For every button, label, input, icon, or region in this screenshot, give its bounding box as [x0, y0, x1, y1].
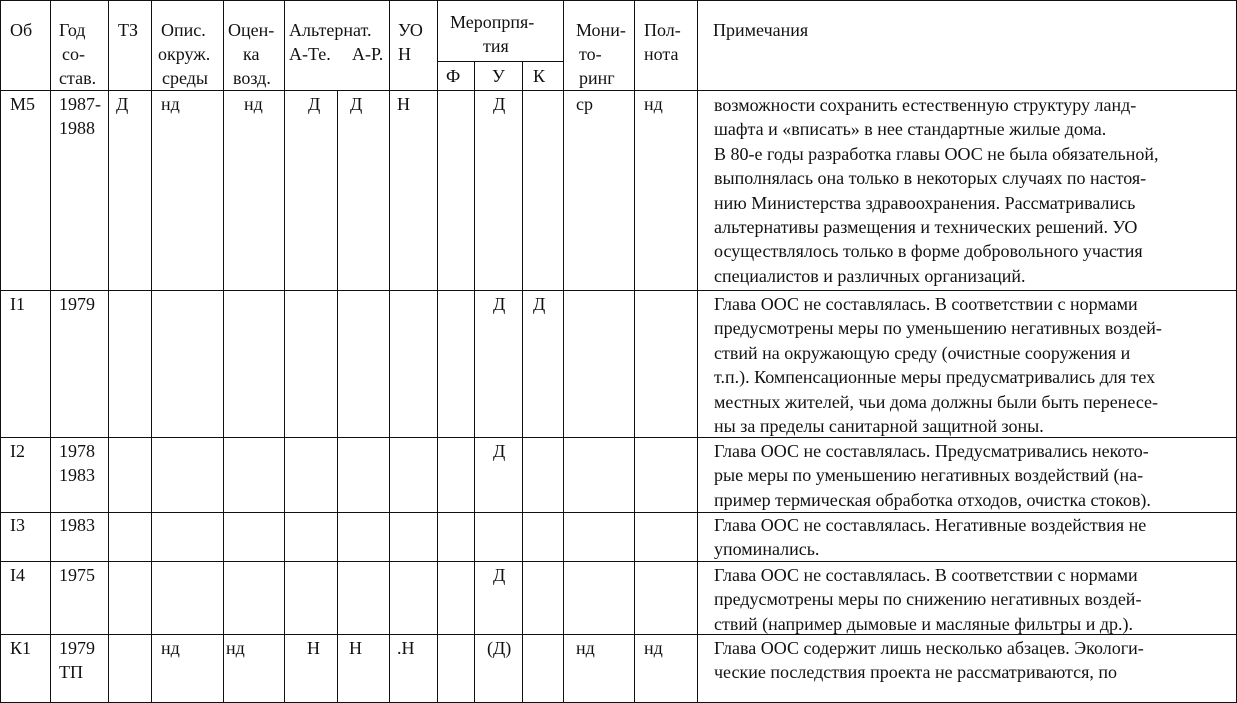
notes-line: специалистов и различных организаций. [714, 265, 1026, 286]
notes-line: пример термическая обработка отходов, очистка стоков). [714, 489, 1151, 510]
header-monitor-2: то- [579, 44, 602, 64]
cell-alt-r: Н [349, 638, 362, 658]
cell-god: ТП [59, 662, 83, 682]
row-rule [0, 290, 1237, 291]
notes-line: возможности сохранить естественную структуру ланд- [714, 95, 1137, 115]
header-opis-1: Опис. [161, 20, 206, 40]
header-mer-f: Ф [446, 66, 461, 86]
cell-god: 1988 [59, 118, 95, 138]
column-rule [522, 61, 523, 703]
cell-god: 1983 [59, 465, 95, 485]
header-ob: Об [10, 20, 33, 40]
header-god-3: став. [59, 68, 97, 88]
cell-polnota: нд [644, 94, 663, 114]
header-mer-u: У [492, 66, 505, 86]
column-rule [223, 0, 224, 703]
cell-u: Д [493, 94, 506, 114]
notes-line: т.п.). Компенсационные меры предусматривались для тех [714, 367, 1156, 388]
cell-ob: I2 [10, 441, 25, 461]
notes-line: рые меры по уменьшению негативных воздействий (на- [714, 465, 1144, 486]
header-alt: Альтернат. [289, 20, 372, 40]
cell-alt-te: Н [307, 638, 320, 658]
notes-line: местных жителей, чьи дома должны были быть перенесе- [714, 391, 1159, 412]
cell-opis: нд [161, 94, 180, 114]
column-rule [697, 0, 698, 703]
cell-ob: I1 [10, 294, 25, 314]
cell-notes [714, 292, 1226, 438]
header-polnota-1: Пол- [644, 20, 681, 40]
row-rule [0, 0, 1237, 1]
row-rule [0, 90, 1237, 91]
cell-notes [714, 439, 1226, 512]
cell-god: 1979 [59, 638, 95, 658]
notes-line: альтернативы размещения и технических решений. УО [714, 217, 1138, 238]
cell-ocenka: нд [244, 94, 263, 114]
cell-opis: нд [161, 638, 180, 658]
header-ocenka-1: Оцен- [228, 20, 275, 40]
header-mer-2: тия [483, 36, 509, 56]
cell-uo: .Н [397, 638, 415, 658]
cell-notes [714, 636, 1226, 685]
header-ocenka-3: возд. [233, 68, 271, 88]
cell-u: Д [493, 441, 506, 461]
column-rule [437, 0, 438, 703]
cell-god: 1978 [59, 441, 95, 461]
column-rule [108, 0, 109, 703]
header-alt-te: А-Те. [289, 44, 331, 64]
cell-god: 1987- [59, 94, 101, 114]
cell-u: (Д) [487, 638, 512, 658]
header-tz: ТЗ [118, 20, 139, 40]
cell-notes [714, 93, 1226, 288]
column-rule [151, 0, 152, 703]
column-rule [389, 0, 390, 703]
column-rule [50, 0, 51, 703]
cell-uo: Н [397, 94, 410, 114]
cell-monitor: ср [576, 94, 593, 114]
cell-ob: I3 [10, 515, 25, 535]
column-rule [474, 61, 475, 703]
cell-k: Д [533, 294, 546, 314]
cell-ob: К1 [10, 638, 32, 658]
cell-alt-te: Д [308, 94, 321, 114]
notes-line: В 80-е годы разработка главы ООС не была обязательной, [714, 143, 1159, 164]
column-rule [337, 90, 338, 703]
header-notes: Примечания [713, 20, 809, 40]
notes-line: упоминались. [714, 539, 820, 560]
notes-line: Глава ООС не составлялась. Негативные воздействия не [714, 515, 1147, 535]
notes-line: ны за пределы санитарной защитной зоны. [714, 416, 1044, 437]
cell-notes [714, 563, 1226, 636]
notes-line: нию Министерства здравоохранения. Рассматривались [714, 192, 1136, 213]
header-ocenka-2: ка [243, 44, 260, 64]
header-uo-n: Н [398, 44, 411, 64]
notes-line: осуществлялось только в форме добровольного участия [714, 241, 1143, 262]
header-monitor-3: ринг [579, 68, 615, 88]
cell-god: 1975 [59, 565, 95, 585]
cell-tz: Д [116, 94, 129, 114]
cell-god: 1979 [59, 294, 95, 314]
cell-monitor: нд [576, 638, 595, 658]
notes-line: Глава ООС не составлялась. В соответствии с нормами [714, 294, 1138, 314]
notes-line: шафта и «вписать» в нее стандартные жилые дома. [714, 119, 1107, 140]
cell-ocenka: нд [226, 638, 245, 658]
header-god-1: Год [59, 20, 86, 40]
notes-line: Глава ООС не составлялась. Предусматривались некото- [714, 441, 1149, 461]
header-mer-k: К [533, 66, 546, 86]
notes-line: ствий на окружающую среду (очистные сооружения и [714, 342, 1131, 363]
header-uo: УО [398, 20, 423, 40]
notes-line: предусмотрены меры по уменьшению негативных воздей- [714, 318, 1162, 339]
notes-line: ческие последствия проекта не рассматриваются, по [714, 662, 1118, 683]
header-alt-r: А-Р. [352, 44, 384, 64]
cell-ob: I4 [10, 565, 25, 585]
header-god-2: со- [62, 44, 85, 64]
cell-u: Д [493, 294, 506, 314]
notes-line: Глава ООС содержит лишь несколько абзацев. Экологи- [714, 638, 1144, 658]
column-rule [284, 0, 285, 703]
cell-ob: М5 [10, 94, 36, 114]
column-rule [0, 0, 1, 703]
header-polnota-2: нота [644, 44, 679, 64]
column-rule [563, 0, 564, 703]
row-rule [437, 61, 563, 62]
notes-line: ствий (например дымовые и масляные фильтры и др.). [714, 613, 1133, 634]
cell-alt-r: Д [350, 94, 363, 114]
cell-u: Д [493, 565, 506, 585]
header-opis-2: окруж. [158, 44, 211, 64]
cell-god: 1983 [59, 515, 95, 535]
notes-line: Глава ООС не составлялась. В соответствии с нормами [714, 565, 1138, 585]
header-opis-3: среды [162, 68, 208, 88]
header-monitor-1: Мони- [576, 20, 626, 40]
cell-notes [714, 513, 1226, 562]
cell-polnota: нд [644, 638, 663, 658]
header-mer-1: Меропрпя- [450, 12, 535, 32]
column-rule [634, 0, 635, 703]
notes-line: предусмотрены меры по снижению негативных воздей- [714, 589, 1142, 610]
notes-line: выполнялась она только в некоторых случаях по настоя- [714, 168, 1147, 189]
